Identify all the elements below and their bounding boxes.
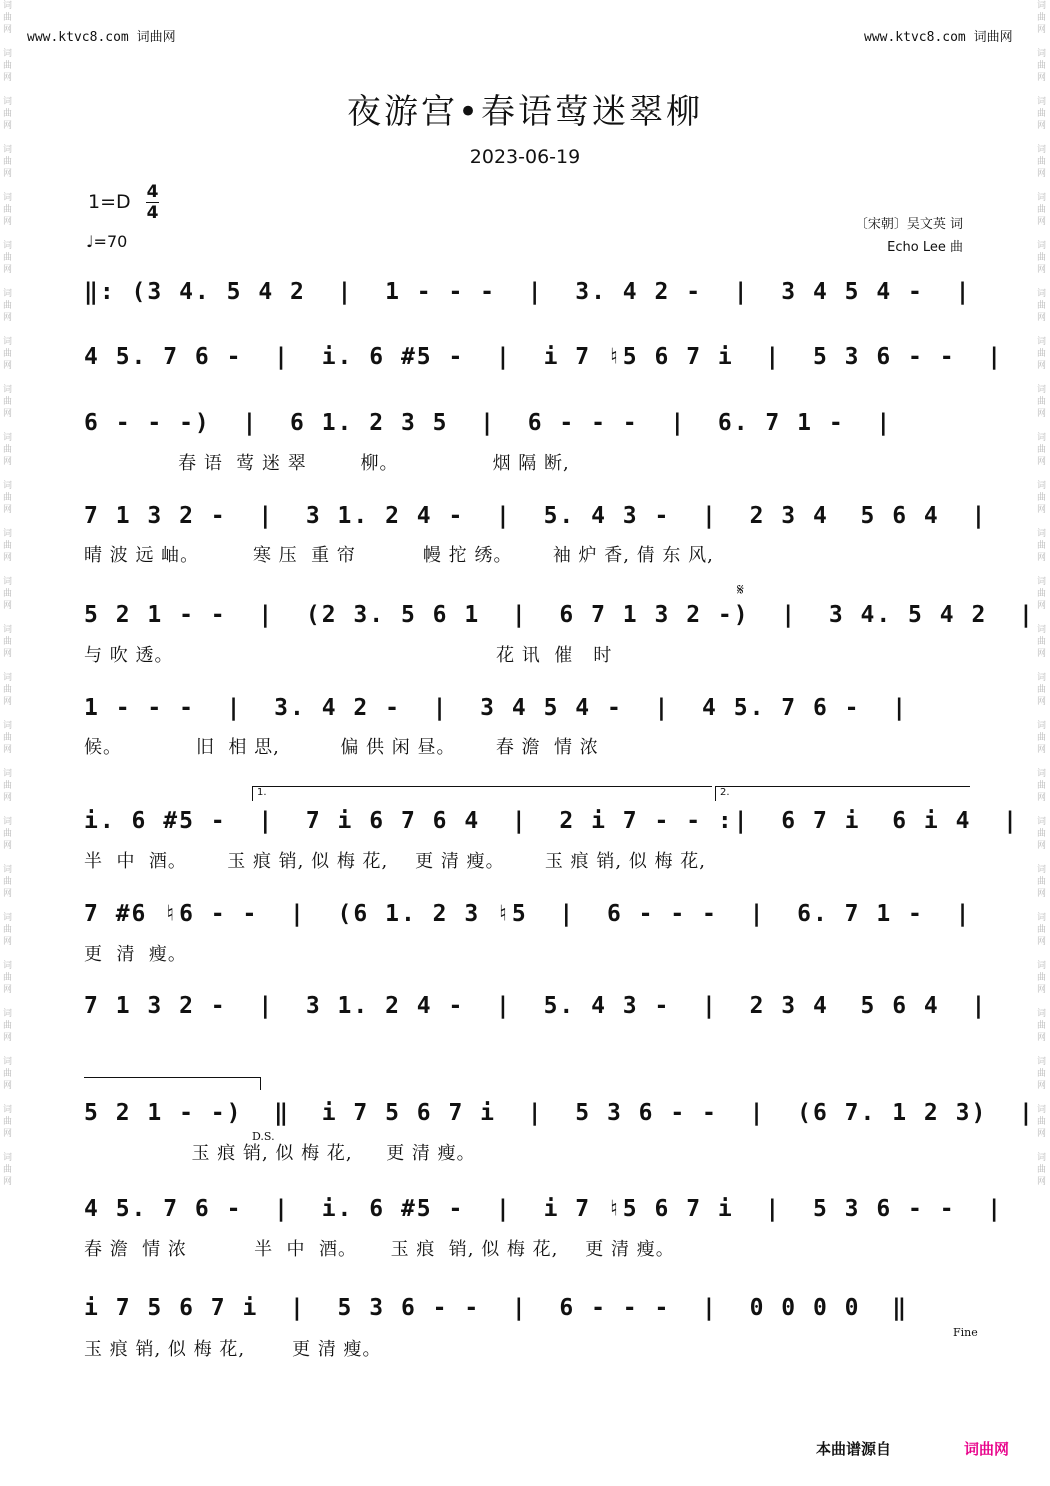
score-row: 6 - - -) | 6 1. 2 3 5 | 6 - - - | 6. 7 1 - | <box>84 410 893 436</box>
score-row: i. 6 #5 - | 7 i 6 7 6 4 | 2 i 7 - - :| 6 7 i 6 i 4 | <box>84 808 1019 834</box>
side-watermark-text: 词曲网 <box>1037 1 1047 35</box>
side-watermark-text: 词曲网 <box>1037 817 1047 851</box>
date: 2023-06-19 <box>469 146 581 168</box>
side-watermark-text: 词曲网 <box>1037 241 1047 275</box>
side-watermark-text: 词曲网 <box>3 817 13 851</box>
ending-bracket <box>84 1077 261 1090</box>
side-watermark-text: 词曲网 <box>1037 1153 1047 1187</box>
score-row: 7 1 3 2 - | 3 1. 2 4 - | 5. 4 3 - | 2 3 4 5 6 4 | <box>84 503 988 529</box>
side-watermark-text: 词曲网 <box>1037 289 1047 323</box>
fine-mark: Fine <box>953 1326 978 1339</box>
lyric-row: 半 中 酒。 玉 痕 销, 似 梅 花, 更 清 瘦。 玉 痕 销, 似 梅 花, <box>84 851 706 872</box>
side-watermark-text: 词曲网 <box>3 769 13 803</box>
side-watermark-text: 词曲网 <box>1037 49 1047 83</box>
header-site-right[interactable]: www.ktvc8.com 词曲网 <box>864 30 1013 45</box>
segno-mark: 𝄋 <box>737 580 744 599</box>
time-signature <box>146 182 159 223</box>
lyric-row: 春 语 莺 迷 翠 柳。 烟 隔 断, <box>84 453 570 474</box>
score-row: 5 2 1 - - | (2 3. 5 6 1 | 6 7 1 3 2 -) | 3 4. 5 4 2 | <box>84 602 1035 628</box>
side-watermark-text: 词曲网 <box>1037 625 1047 659</box>
key-signature: 1=D <box>88 191 131 213</box>
lyric-row: 更 清 瘦。 <box>84 944 187 965</box>
lyric-row: 玉 痕 销, 似 梅 花, 更 清 瘦。 <box>84 1143 476 1164</box>
score-row: 4 5. 7 6 - | i. 6 #5 - | i 7 ♮5 6 7 i | 5 3 6 - - | <box>84 1196 1004 1222</box>
time-sig-top: 4 <box>146 182 159 202</box>
side-watermark-text: 词曲网 <box>1037 1105 1047 1139</box>
score-row: 4 5. 7 6 - | i. 6 #5 - | i 7 ♮5 6 7 i | 5 3 6 - - | <box>84 344 1004 370</box>
side-watermark-text: 词曲网 <box>1037 961 1047 995</box>
side-watermark-text: 词曲网 <box>3 577 13 611</box>
side-watermark-text: 词曲网 <box>3 1009 13 1043</box>
side-watermark-text: 词曲网 <box>3 1153 13 1187</box>
side-watermark-text: 词曲网 <box>3 433 13 467</box>
side-watermark-text: 词曲网 <box>1037 721 1047 755</box>
ds-mark: D.S. <box>252 1130 275 1143</box>
time-sig-bottom: 4 <box>146 203 159 223</box>
side-watermark-text: 词曲网 <box>3 1105 13 1139</box>
score-row: 5 2 1 - -) ‖ i 7 5 6 7 i | 5 3 6 - - | (6 7. 1 2 3) | <box>84 1100 1035 1126</box>
side-watermark-text: 词曲网 <box>3 865 13 899</box>
lyric-row: 晴 波 远 岫。 寒 压 重 帘 幔 拕 绣。 袖 炉 香, 倩 东 风, <box>84 545 714 566</box>
lyric-row: 候。 旧 相 思, 偏 供 闲 昼。 春 澹 情 浓 <box>84 737 599 758</box>
side-watermark-text: 词曲网 <box>1037 193 1047 227</box>
side-watermark-text: 词曲网 <box>3 1 13 35</box>
side-watermark-text: 词曲网 <box>3 289 13 323</box>
score-row: 1 - - - | 3. 4 2 - | 3 4 5 4 - | 4 5. 7 6 - | <box>84 695 909 721</box>
side-watermark-text: 词曲网 <box>1037 769 1047 803</box>
side-watermark-left <box>0 0 16 1486</box>
side-watermark-text: 词曲网 <box>3 481 13 515</box>
score-row: 7 1 3 2 - | 3 1. 2 4 - | 5. 4 3 - | 2 3 4 5 6 4 | <box>84 993 988 1019</box>
score-row: ‖: (3 4. 5 4 2 | 1 - - - | 3. 4 2 - | 3 4 5 4 - | <box>84 279 972 305</box>
side-watermark-text: 词曲网 <box>1037 337 1047 371</box>
side-watermark-text: 词曲网 <box>3 385 13 419</box>
side-watermark-text: 词曲网 <box>3 145 13 179</box>
side-watermark-text: 词曲网 <box>3 97 13 131</box>
side-watermark-text: 词曲网 <box>3 1057 13 1091</box>
footer-site-link[interactable]: 词曲网 <box>964 1440 1010 1458</box>
side-watermark-text: 词曲网 <box>3 193 13 227</box>
side-watermark-text: 词曲网 <box>1037 1057 1047 1091</box>
side-watermark-text: 词曲网 <box>3 529 13 563</box>
side-watermark-text: 词曲网 <box>3 721 13 755</box>
side-watermark-text: 词曲网 <box>3 241 13 275</box>
lyricist: 〔宋朝〕吴文英 词 <box>854 217 963 232</box>
side-watermark-text: 词曲网 <box>1037 865 1047 899</box>
side-watermark-text: 词曲网 <box>3 49 13 83</box>
volta-1: 1. <box>252 786 712 801</box>
side-watermark-text: 词曲网 <box>3 673 13 707</box>
side-watermark-text: 词曲网 <box>1037 433 1047 467</box>
side-watermark-text: 词曲网 <box>1037 145 1047 179</box>
side-watermark-text: 词曲网 <box>1037 673 1047 707</box>
lyric-row: 玉 痕 销, 似 梅 花, 更 清 瘦。 <box>84 1339 382 1360</box>
side-watermark-text: 词曲网 <box>1037 577 1047 611</box>
side-watermark-text: 词曲网 <box>1037 913 1047 947</box>
header-site-left[interactable]: www.ktvc8.com 词曲网 <box>27 30 176 45</box>
score-row: i 7 5 6 7 i | 5 3 6 - - | 6 - - - | 0 0 0 0 ‖ <box>84 1295 909 1321</box>
side-watermark-text: 词曲网 <box>1037 529 1047 563</box>
side-watermark-text: 词曲网 <box>1037 481 1047 515</box>
side-watermark-text: 词曲网 <box>1037 1009 1047 1043</box>
side-watermark-text: 词曲网 <box>3 625 13 659</box>
side-watermark-text: 词曲网 <box>1037 97 1047 131</box>
tempo: ♩=70 <box>86 232 128 251</box>
lyric-row: 春 澹 情 浓 半 中 酒。 玉 痕 销, 似 梅 花, 更 清 瘦。 <box>84 1239 675 1260</box>
score-row: 7 #6 ♮6 - - | (6 1. 2 3 ♮5 | 6 - - - | 6. 7 1 - | <box>84 901 972 927</box>
side-watermark-text: 词曲网 <box>3 337 13 371</box>
side-watermark-right <box>1034 0 1050 1486</box>
side-watermark-text: 词曲网 <box>3 913 13 947</box>
footer-source: 本曲谱源自 <box>816 1440 892 1458</box>
volta-2: 2. <box>715 786 970 801</box>
page-title: 夜游宫•春语莺迷翠柳 <box>346 92 704 132</box>
side-watermark-text: 词曲网 <box>3 961 13 995</box>
lyric-row: 与 吹 透。 花 讯 催 时 <box>84 645 613 666</box>
side-watermark-text: 词曲网 <box>1037 385 1047 419</box>
composer: Echo Lee 曲 <box>887 240 963 255</box>
